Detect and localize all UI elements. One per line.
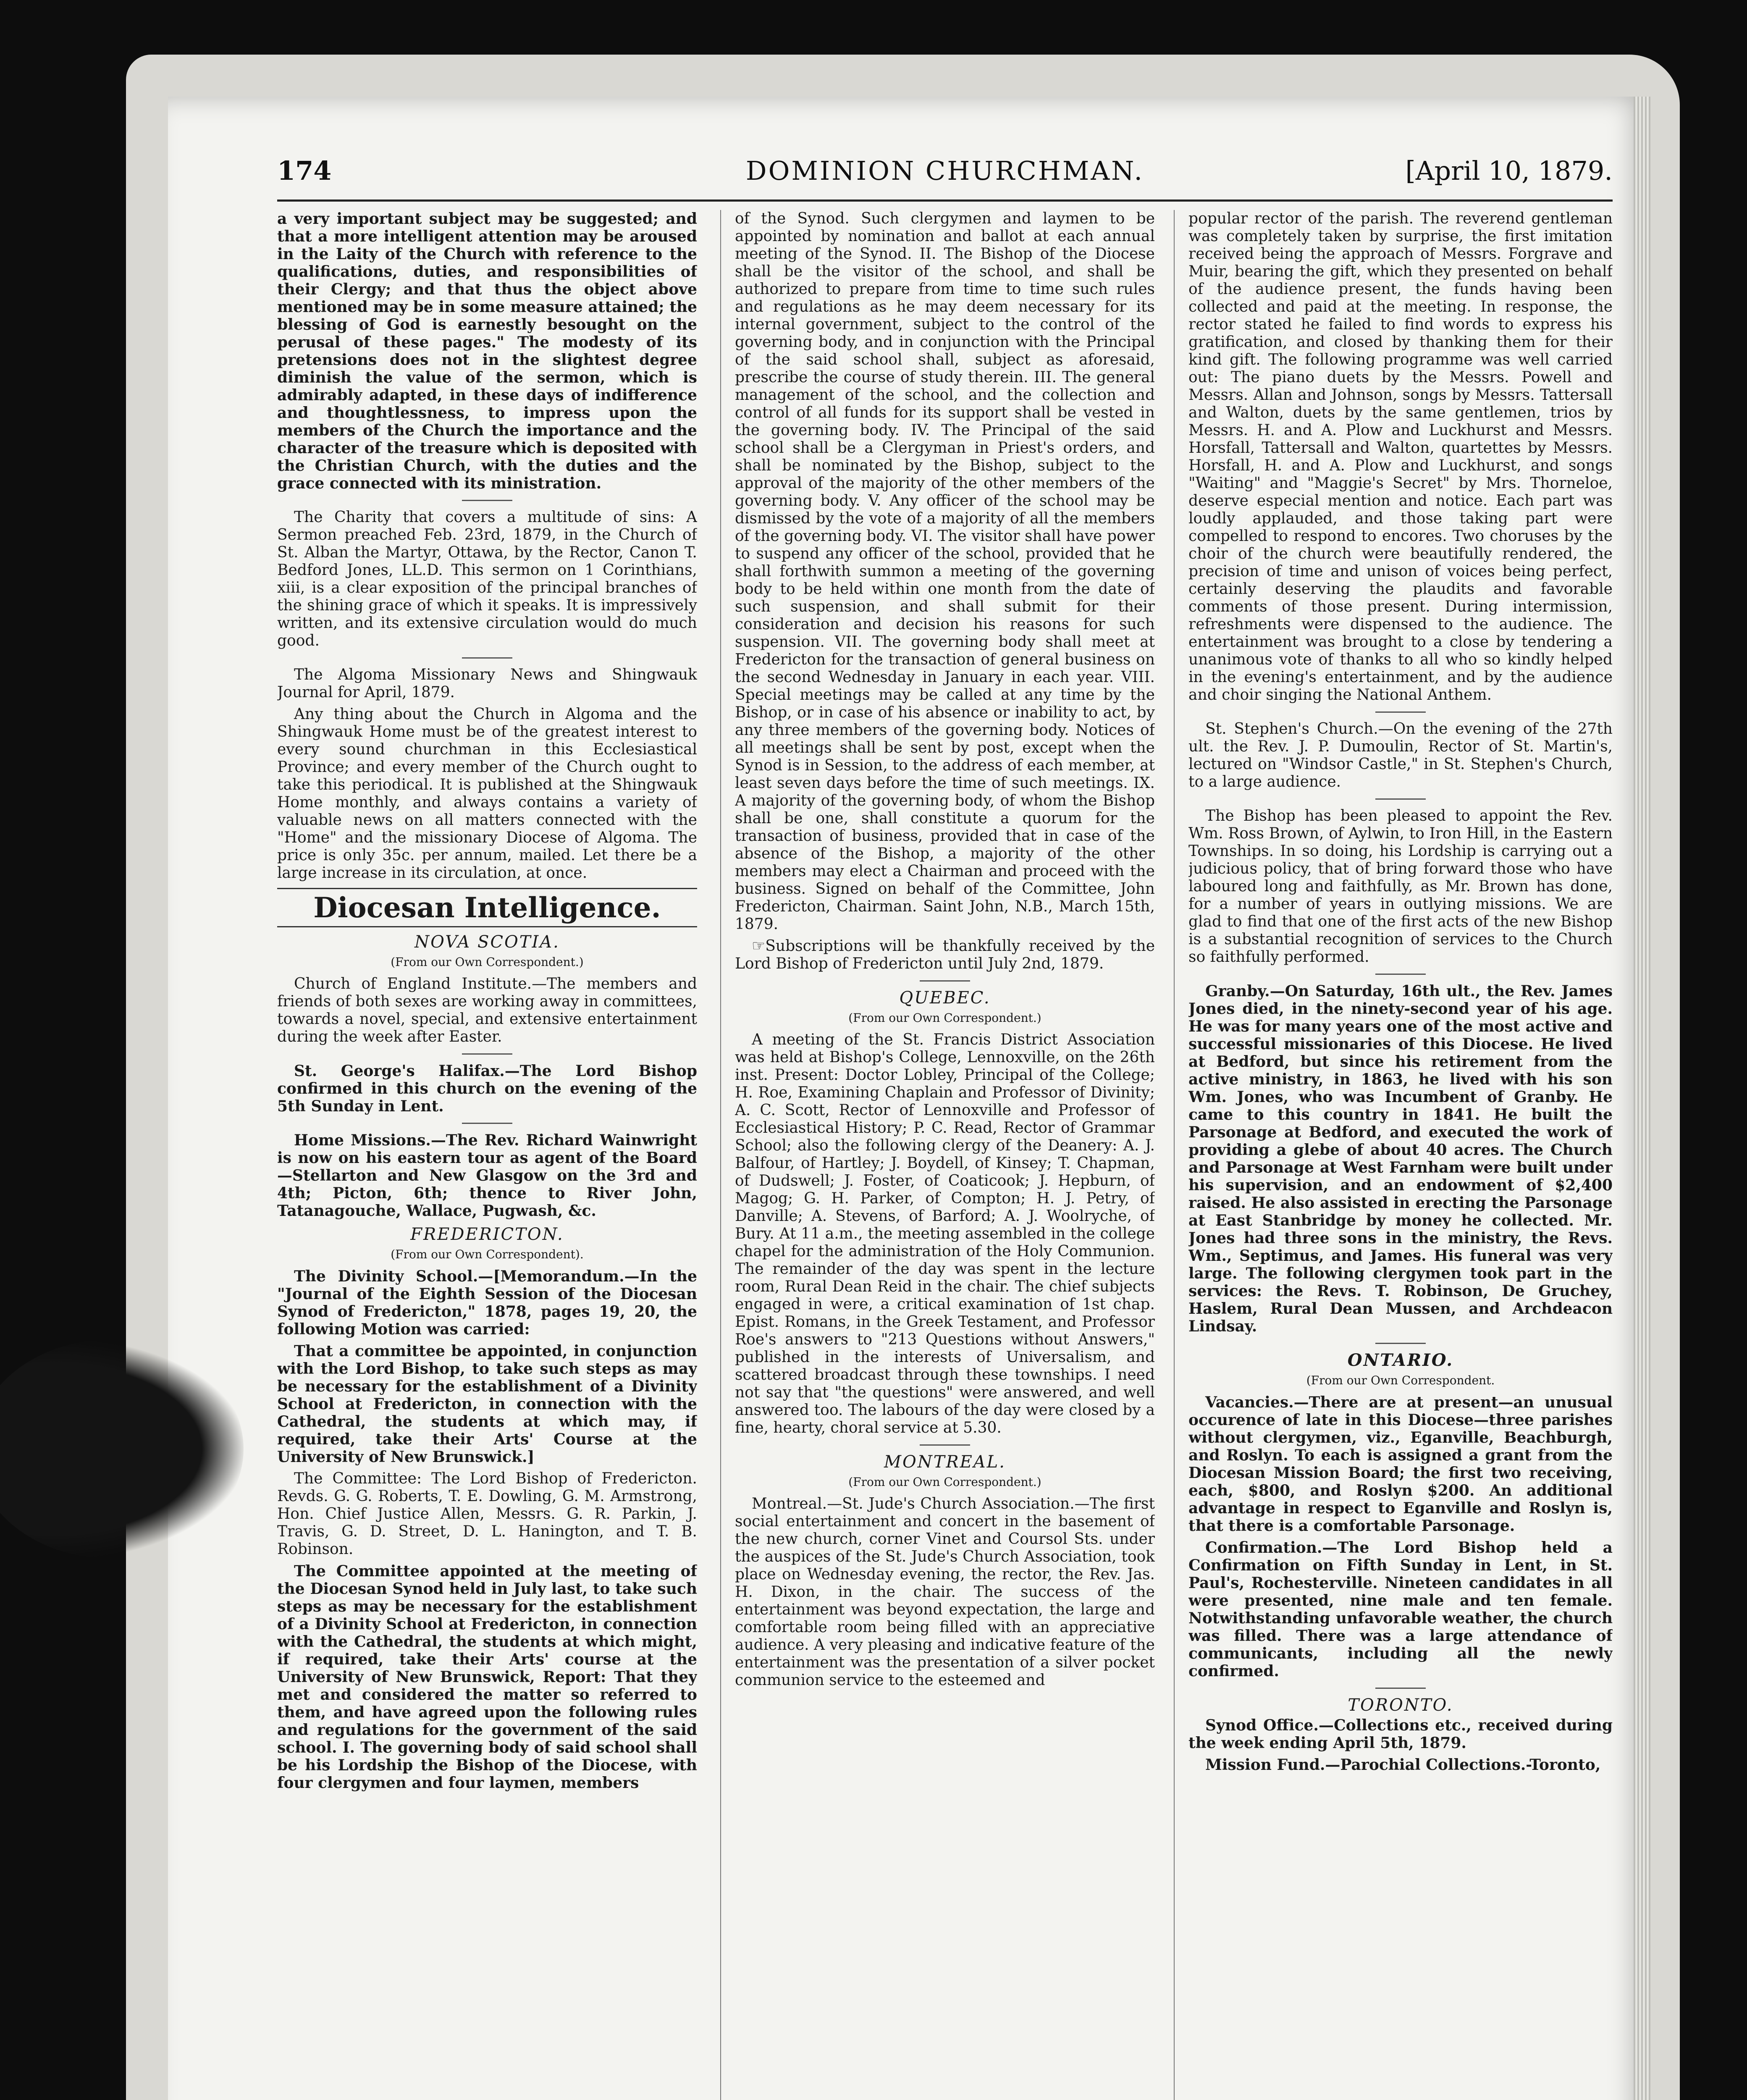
page-edge <box>1634 97 1650 2100</box>
paragraph: Mission Fund.—Parochial Collections.-Toronto, <box>1205 1756 1601 1774</box>
paragraph: Montreal.—St. Jude's Church Association.—The first social entertainment and concert in the basement of the new church, corner Vinet and Coursol Sts. under the auspices of the St. Jude's Church Association, took place on Wednesday evening, the rector, the Rev. Jas. H. Dixon, in the chair. The success of the entertainment was beyond expectation, the large and comfortable room being filled with an appreciative audience. A very pleasing and indicative feature of the entertainment was the presentation of a silver pocket communion service to the esteemed and <box>735 1495 1155 1689</box>
paragraph: The Divinity School.—[Memorandum.—In the "Journal of the Eighth Session of the Diocesan Synod of Fredericton," 1878, pages 19, 20, the following Motion was carried: <box>277 1268 697 1338</box>
byline: (From our Own Correspondent.) <box>848 1011 1041 1025</box>
divider <box>920 1444 970 1446</box>
paragraph: Vacancies.—There are at present—an unusual occurence of late in this Diocese—three parishes without clergymen, viz., Eganville, Beachburgh, and Roslyn. To each is assigned a grant from the Diocesan Mission Board; the first two receiving, each, $800, and Roslyn $200. An additional advantage in respect to Eganville and Roslyn is, that there is a comfortable Parsonage. <box>1188 1394 1613 1535</box>
paragraph: That a committee be appointed, in conjunction with the Lord Bishop, to take such steps as may be necessary for the establishment of a Divinity School at Fredericton, in connection with the Cathedral, the students at which may, if required, take their Arts' Course at the University of New Brunswick.] <box>277 1342 697 1466</box>
paragraph: The Charity that covers a multitude of sins: A Sermon preached Feb. 23rd, 1879, in the Church of St. Alban the Martyr, Ottawa, by the Rector, Canon T. Bedford Jones, LL.D. This sermon on 1 Corinthians, xiii, is a clear exposition of the principal branches of the shining grace of which it speaks. It is impressively written, and its extensive circulation would do much good. <box>277 509 697 649</box>
paragraph: The Bishop has been pleased to appoint the Rev. Wm. Ross Brown, of Aylwin, to Iron Hill, in the Eastern Townships. In so doing, his Lordship is carrying out a judicious policy, that of bring forward those who have laboured long and faithfully, as Mr. Brown has done, for a number of years in outlying missions. We are glad to find that one of the first acts of the new Bishop is a substantial recognition of services to the Church so faithfully performed. <box>1188 807 1613 966</box>
paragraph: Any thing about the Church in Algoma and the Shingwauk Home must be of the greatest interest to every sound churchman in this Ecclesiastical Province; and every member of the Church ought to take this periodical. It is published at the Shingwauk Home monthly, and always contains a variety of valuable news on all matters connected with the "Home" and the missionary Diocese of Algoma. The price is only 35c. per annum, mailed. Let there be a large increase in its circulation, at once. <box>277 706 697 882</box>
diocese-heading: QUEBEC. <box>899 988 991 1008</box>
page-header <box>277 155 1613 193</box>
header-rule <box>277 200 1613 202</box>
divider <box>462 1123 512 1124</box>
diocese-heading: NOVA SCOTIA. <box>414 932 560 952</box>
paragraph: St. George's Halifax.—The Lord Bishop confirmed in this church on the evening of the 5th Sunday in Lent. <box>277 1062 697 1115</box>
page-number: 174 <box>277 155 332 186</box>
column-3 <box>1188 210 1613 2100</box>
diocese-heading: MONTREAL. <box>884 1452 1006 1472</box>
byline: (From our Own Correspondent.) <box>391 955 584 969</box>
diocese-heading: TORONTO. <box>1348 1696 1453 1715</box>
paragraph: St. Stephen's Church.—On the evening of the 27th ult. the Rev. J. P. Dumoulin, Rector of St. Martin's, lectured on "Windsor Castle," in St. Stephen's Church, to a large audience. <box>1188 720 1613 790</box>
paragraph: popular rector of the parish. The reverend gentleman was completely taken by surprise, the first imitation received being the approach of Messrs. Forgrave and Muir, bearing the gift, which they presented on behalf of the audience present, the funds having been collected and paid at the meeting. In response, the rector stated he failed to find words to express his gratification, and closed by thanking them for their kind gift. The following programme was well carried out: The piano duets by the Messrs. Powell and Messrs. Allan and Johnson, songs by Messrs. Tattersall and Walton, duets by the same gentlemen, trios by Messrs. H. and A. Plow and Luckhurst and Messrs. Horsfall, Tattersall and Walton, quartettes by Messrs. Horsfall, H. and A. Plow and Luckhurst, and songs "Waiting" and "Maggie's Secret" by Mrs. Thorneloe, deserve especial mention and notice. Each part was loudly applauded, and those taking part were compelled to respond to encores. Two choruses by the choir of the church were beautifully rendered, the precision of time and unison of voices being perfect, certainly deserving the plaudits and favorable comments of those present. During intermission, refreshments were dispensed to the audience. The entertainment was brought to a close by tendering a unanimous vote of thanks to all who so kindly helped in the evening's entertainment, and by the audience and choir singing the National Anthem. <box>1188 210 1613 704</box>
diocese-heading: ONTARIO. <box>1347 1350 1454 1370</box>
paragraph: Home Missions.—The Rev. Richard Wainwright is now on his eastern tour as agent of the Board —Stellarton and New Glasgow on the 3rd and 4th; Picton, 6th; thence to River John, Tatanagouche, Wallace, Pugwash, &c. <box>277 1131 697 1220</box>
byline: (From our Own Correspondent. <box>1306 1373 1495 1387</box>
paragraph: Synod Office.—Collections etc., received during the week ending April 5th, 1879. <box>1188 1717 1613 1752</box>
section-heading: Diocesan Intelligence. <box>277 888 697 927</box>
divider <box>1375 1343 1426 1344</box>
masthead-title: DOMINION CHURCHMAN. <box>745 155 1144 186</box>
paragraph: a very important subject may be suggested; and that a more intelligent attention may be aroused in the Laity of the Church with reference to the qualifications, duties, and responsibilities of their Clergy; and that thus the object above mentioned may be in some measure attained; the blessing of God is earnestly besought on the perusal of these pages." The modesty of its pretensions does not in the slightest degree diminish the value of the sermon, which is admirably adapted, in these days of indifference and thoughtlessness, to impress upon the members of the Church the importance and the character of the treasure which is deposited with the Christian Church, with the duties and the grace connected with its ministration. <box>277 210 697 492</box>
paragraph: The Algoma Missionary News and Shingwauk Journal for April, 1879. <box>277 666 697 701</box>
paragraph: The Committee: The Lord Bishop of Fredericton. Revds. G. G. Roberts, T. E. Dowling, G. M. Armstrong, Hon. Chief Justice Allen, Messrs. G. R. Parkin, J. Travis, G. D. Street, D. L. Hanington, and T. B. Robinson. <box>277 1470 697 1558</box>
paragraph: Granby.—On Saturday, 16th ult., the Rev. James Jones died, in the ninety-second year of his age. He was for many years one of the most active and successful missionaries of this Diocese. He lived at Bedford, but since his retirement from the active ministry, in 1863, he lived with his son Wm. Jones, who was Incumbent of Granby. He came to this country in 1841. He built the Parsonage at Bedford, and executed the work of providing a glebe of about 40 acres. The Church and Parsonage at West Farnham were built under his supervision, and an endowment of $2,400 raised. He also assisted in erecting the Parsonage at East Stanbridge by money he collected. Mr. Jones had three sons in the ministry, the Revs. Wm., Septimus, and James. His funeral was very large. The following clergymen took part in the services: the Revs. T. Robinson, De Gruchey, Haslem, Rural Dean Mussen, and Archdeacon Lindsay. <box>1188 982 1613 1335</box>
diocese-heading: FREDERICTON. <box>410 1225 564 1244</box>
byline: (From our Own Correspondent.) <box>848 1475 1041 1489</box>
paragraph: Church of England Institute.—The members and friends of both sexes are working away in committees, towards a novel, special, and extensive entertainment during the week after Easter. <box>277 975 697 1045</box>
divider <box>1375 974 1426 975</box>
divider <box>462 1053 512 1055</box>
divider <box>1375 1688 1426 1689</box>
divider <box>1375 798 1426 800</box>
divider <box>462 500 512 501</box>
paragraph: ☞Subscriptions will be thankfully received by the Lord Bishop of Fredericton until July 2nd, 1879. <box>735 937 1155 972</box>
paragraph: A meeting of the St. Francis District Association was held at Bishop's College, Lennoxville, on the 26th inst. Present: Doctor Lobley, Principal of the College; H. Roe, Examining Chaplain and Professor of Divinity; A. C. Scott, Rector of Lennoxville and Professor of Ecclesiastical History; P. C. Read, Rector of Grammar School; also the following clergy of the Deanery: A. J. Balfour, of Hartley; J. Boydell, of Kinsey; T. Chapman, of Dudswell; J. Foster, of Coaticook; J. Hepburn, of Magog; G. H. Parker, of Compton; H. J. Petry, of Danville; A. Stevens, of Barford; A. J. Woolryche, of Bury. At 11 a.m., the meeting assembled in the college chapel for the administration of the Holy Communion. The remainder of the day was spent in the lecture room, Rural Dean Reid in the chair. The chief subjects engaged in were, a critical examination of 1st chap. Epist. Romans, in the Greek Testament, and Professor Roe's answers to "213 Questions without Answers," published in the interests of Universalism, and scattered broadcast through these townships. I need not say that "the questions" were answered, and well answered too. The labours of the day were closed by a fine, hearty, choral service at 5.30. <box>735 1031 1155 1436</box>
divider <box>1375 711 1426 713</box>
column-separator <box>1174 210 1175 2100</box>
column-2 <box>735 210 1155 2100</box>
paragraph: Confirmation.—The Lord Bishop held a Confirmation on Fifth Sunday in Lent, in St. Paul's, Rochesterville. Nineteen candidates in all were presented, nine male and ten female. Notwithstanding unfavorable weather, the church was filled. There was a large attendance of communicants, including all the newly confirmed. <box>1188 1539 1613 1680</box>
paragraph: of the Synod. Such clergymen and laymen to be appointed by nomination and ballot at each annual meeting of the Synod. II. The Bishop of the Diocese shall be the visitor of the school, and shall be authorized to prepare from time to time such rules and regulations as he may deem necessary for its internal government, subject to the control of the governing body, and in conjunction with the Principal of the said school shall, subject as aforesaid, prescribe the course of study therein. III. The general management of the school, and the collection and control of all funds for its support shall be vested in the governing body. IV. The Principal of the said school shall be a Clergyman in Priest's orders, and shall be nominated by the Bishop, subject to the approval of the majority of the other members of the governing body. V. Any officer of the school may be dismissed by the vote of a majority of all the members of the governing body. VI. The visitor shall have power to suspend any officer of the school, provided that he shall forthwith summon a meeting of the governing body to be held within one month from the date of such suspension, and shall submit for their consideration and decision his reasons for such suspension. VII. The governing body shall meet at Fredericton for the transaction of general business on the second Wednesday in January in each year. VIII. Special meetings may be called at any time by the Bishop, or in case of his absence or inability to act, by any three members of the governing body. Notices of all meetings shall be sent by post, except when the Synod is in Session, to the address of each member, at least seven days before the time of such meetings. IX. A majority of the governing body, of whom the Bishop shall be one, shall constitute a quorum for the transaction of business, provided that in case of the absence of the Bishop, a majority of the other members may elect a Chairman and proceed with the business. Signed on behalf of the Committee, John Fredericton, Chairman. Saint John, N.B., March 15th, 1879. <box>735 210 1155 933</box>
column-separator <box>720 210 721 2100</box>
divider <box>462 657 512 659</box>
issue-date: [April 10, 1879. <box>1405 155 1613 186</box>
byline: (From our Own Correspondent). <box>391 1247 584 1261</box>
divider <box>920 980 970 982</box>
paragraph: The Committee appointed at the meeting of the Diocesan Synod held in July last, to take such steps as may be necessary for the establishment of a Divinity School at Fredericton, in connection with the Cathedral, the students at which might, if required, take their Arts' course at the University of New Brunswick, Report: That they met and considered the matter so referred to them, and have agreed upon the following rules and regulations for the government of the said school. I. The governing body of said school shall be his Lordship the Bishop of the Diocese, with four clergymen and four laymen, members <box>277 1562 697 1792</box>
column-1 <box>277 210 697 2100</box>
